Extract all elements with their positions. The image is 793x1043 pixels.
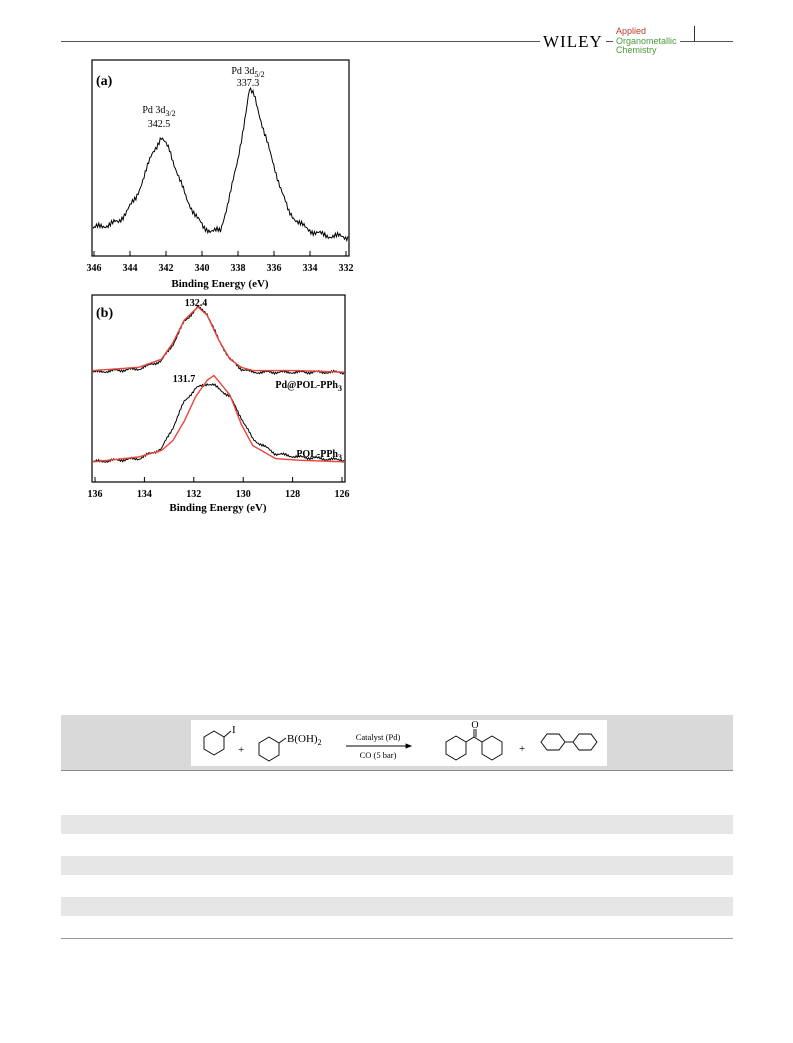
peak-value-a2: 337.3: [236, 78, 260, 89]
table-bottom-line: [61, 938, 733, 939]
table-row: [61, 856, 733, 875]
table-row: [61, 771, 733, 790]
journal-line-1: Applied: [616, 26, 647, 36]
trace-label-b1: Pd@POL-PPh$_3$: [275, 380, 342, 393]
reagent1-iodo: I: [232, 724, 236, 736]
chart-a-xlabel: Binding Energy (eV): [171, 278, 269, 290]
reagent2-boronic: $B(OH)_2$: [287, 733, 322, 747]
peak-label-a1: Pd $3d_{3/2}$: [142, 105, 176, 118]
x-tick-label: 130: [235, 489, 251, 500]
x-tick-label: 134: [136, 489, 152, 500]
x-tick-label: 132: [186, 489, 202, 500]
carbonyl-oxygen: O: [471, 720, 479, 731]
chart-a-frame: [92, 60, 349, 256]
biphenyl-ring-left: [541, 734, 565, 750]
x-tick-label: 338: [230, 263, 246, 274]
chart-b-xlabel: Binding Energy (eV): [169, 502, 267, 514]
conditions-label: CO (5 bar): [359, 750, 397, 760]
xps-chart-b: [80, 292, 365, 517]
peak-value-a1: 342.5: [147, 119, 171, 130]
x-tick-label: 332: [338, 263, 354, 274]
x-tick-label: 342: [158, 263, 174, 274]
chart-a-panel-label: (a): [96, 74, 113, 89]
benzophenone-ring-left: [446, 736, 466, 760]
x-tick-label: 128: [285, 489, 301, 500]
benzophenone-ring-right: [482, 736, 502, 760]
x-tick-label: 336: [266, 263, 282, 274]
plus-sign-2: +: [519, 743, 526, 755]
x-tick-label: 126: [334, 489, 350, 500]
plus-sign-1: +: [238, 744, 245, 756]
table-row: [61, 897, 733, 916]
x-tick-label: 334: [302, 263, 318, 274]
peak-label-a2: Pd $3d_{5/2}$: [231, 66, 265, 79]
journal-line-2: Organometallic: [616, 35, 677, 46]
chart-b-fit-pd: [93, 307, 344, 372]
reaction-scheme-drawing: [191, 720, 607, 766]
peak-value-b1: 132.4: [184, 298, 208, 309]
xps-chart-a: [80, 55, 365, 290]
x-tick-label: 340: [194, 263, 210, 274]
peak-value-b2: 131.7: [172, 374, 196, 385]
publisher-logo[interactable]: WILEY: [540, 33, 606, 50]
catalyst-label: Catalyst (Pd): [355, 732, 401, 742]
reaction-scheme: [191, 720, 607, 766]
x-tick-label: 346: [86, 263, 102, 274]
chart-a-trace: [93, 88, 348, 240]
journal-logo[interactable]: [613, 27, 680, 56]
iodobenzene-ring: [204, 731, 224, 755]
table-row: [61, 815, 733, 834]
x-tick-label: 136: [87, 489, 103, 500]
biphenyl-ring-right: [573, 734, 597, 750]
chart-b-x-ticks: [88, 477, 350, 500]
trace-label-b2: POL-PPh$_3$: [296, 449, 342, 462]
header-tick: [694, 26, 695, 41]
phenylboronic-ring: [259, 737, 279, 761]
x-tick-label: 344: [122, 263, 138, 274]
chart-a-x-ticks: [87, 251, 354, 274]
journal-line-3: Chemistry: [616, 45, 657, 55]
chart-b-panel-label: (b): [96, 306, 114, 321]
